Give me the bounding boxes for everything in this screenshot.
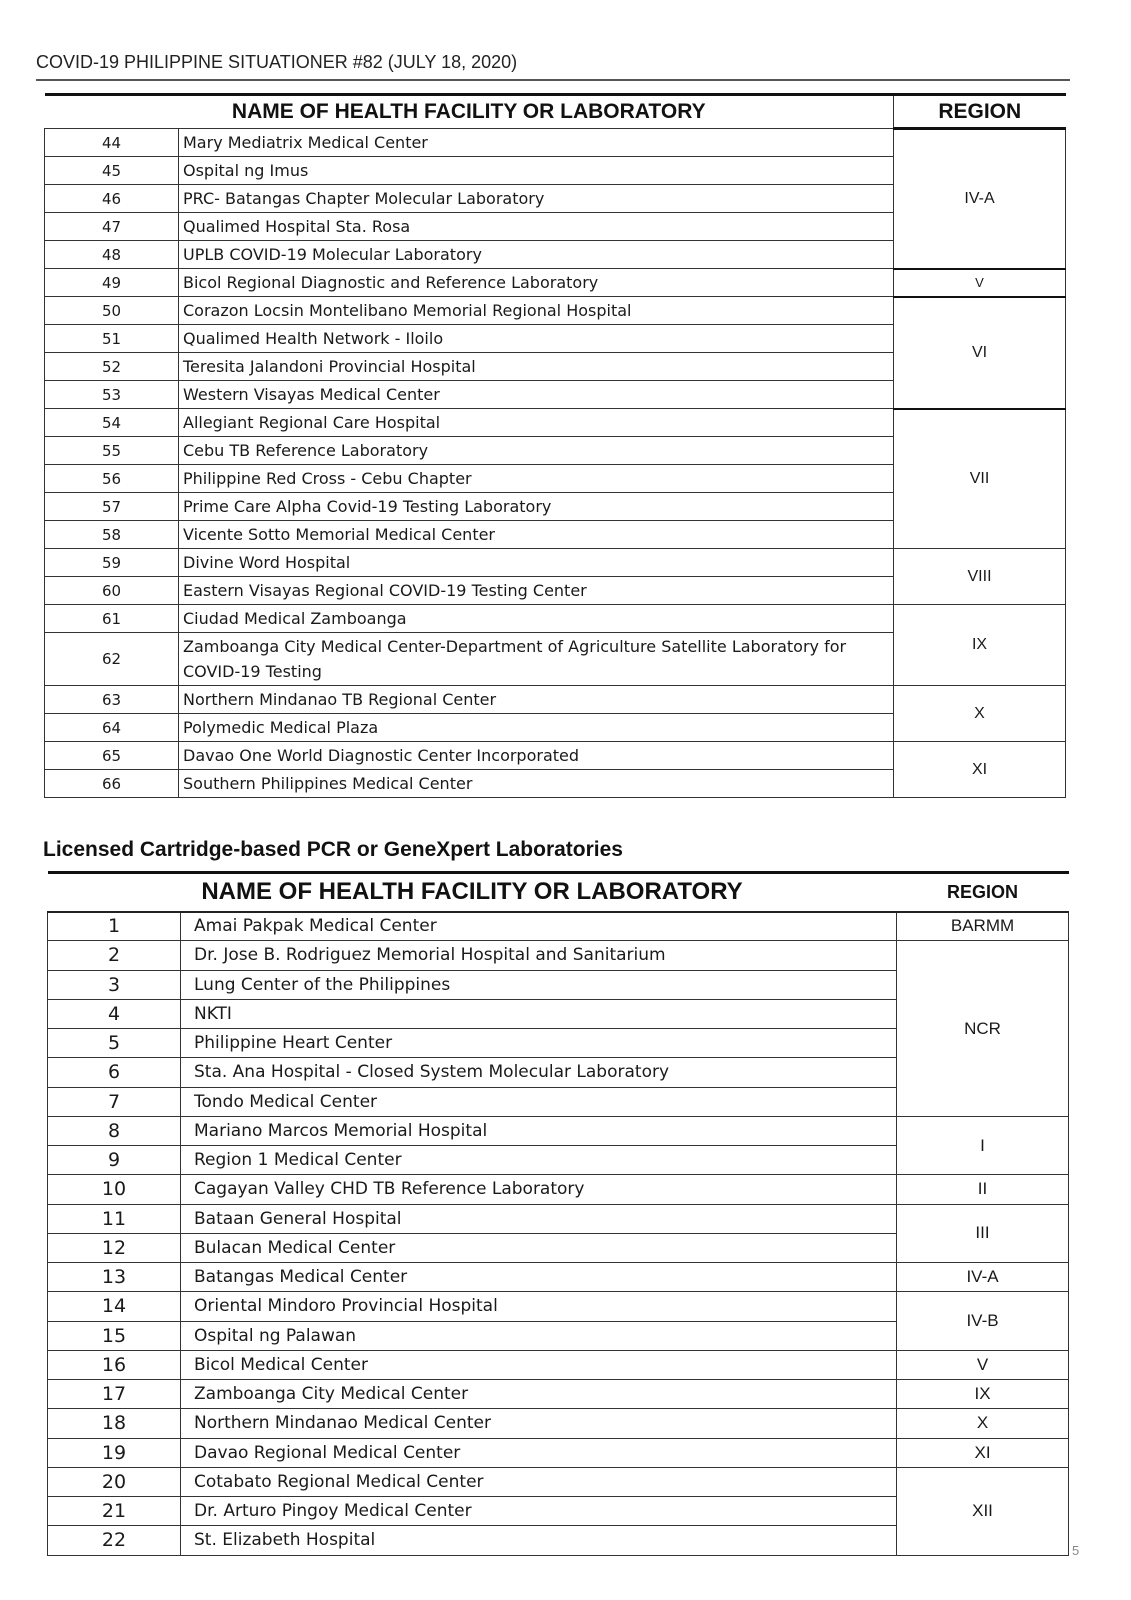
facility-name: Bicol Regional Diagnostic and Reference Laboratory: [179, 269, 894, 297]
column-header-name: NAME OF HEALTH FACILITY OR LABORATORY: [48, 873, 897, 912]
region-cell: XI: [894, 742, 1066, 798]
row-number: 21: [48, 1497, 181, 1526]
row-number: 63: [45, 686, 179, 714]
row-number: 17: [48, 1380, 181, 1409]
region-cell: I: [897, 1116, 1069, 1175]
facility-name: Qualimed Hospital Sta. Rosa: [179, 213, 894, 241]
region-cell: X: [897, 1409, 1069, 1438]
region-cell: IX: [897, 1380, 1069, 1409]
facility-name: Ospital ng Palawan: [181, 1321, 897, 1350]
row-number: 53: [45, 381, 179, 409]
row-number: 64: [45, 714, 179, 742]
column-header-name: NAME OF HEALTH FACILITY OR LABORATORY: [45, 95, 894, 129]
facility-name: Northern Mindanao TB Regional Center: [179, 686, 894, 714]
section-title: Licensed Cartridge-based PCR or GeneXpert Laboratories: [43, 838, 623, 861]
facility-name: Vicente Sotto Memorial Medical Center: [179, 521, 894, 549]
table-row: [48, 1380, 1069, 1409]
region-cell: IX: [894, 605, 1066, 686]
facility-name: Dr. Jose B. Rodriguez Memorial Hospital and Sanitarium: [181, 941, 897, 970]
row-number: 1: [48, 912, 181, 941]
facility-name: Lung Center of the Philippines: [181, 970, 897, 999]
facility-name: Western Visayas Medical Center: [179, 381, 894, 409]
facility-name: Allegiant Regional Care Hospital: [179, 409, 894, 437]
facility-name: Corazon Locsin Montelibano Memorial Regional Hospital: [179, 297, 894, 325]
table-row: [45, 742, 1066, 770]
row-number: 20: [48, 1467, 181, 1496]
row-number: 14: [48, 1292, 181, 1321]
region-cell: XII: [897, 1467, 1069, 1555]
facility-name: Cotabato Regional Medical Center: [181, 1467, 897, 1496]
row-number: 48: [45, 241, 179, 269]
table-row: [48, 1409, 1069, 1438]
row-number: 8: [48, 1116, 181, 1145]
row-number: 18: [48, 1409, 181, 1438]
facility-name: Prime Care Alpha Covid-19 Testing Laboratory: [179, 493, 894, 521]
region-cell: VII: [894, 409, 1066, 549]
region-cell: XI: [897, 1438, 1069, 1467]
region-cell: V: [897, 1350, 1069, 1379]
facility-name: Eastern Visayas Regional COVID-19 Testing Center: [179, 577, 894, 605]
region-cell: NCR: [897, 941, 1069, 1117]
facility-name: Bicol Medical Center: [181, 1350, 897, 1379]
rt-pcr-laboratories-table: [44, 93, 1066, 798]
row-number: 58: [45, 521, 179, 549]
row-number: 5: [48, 1029, 181, 1058]
region-cell: VIII: [894, 549, 1066, 605]
row-number: 52: [45, 353, 179, 381]
table-row: [48, 1350, 1069, 1379]
facility-name: UPLB COVID-19 Molecular Laboratory: [179, 241, 894, 269]
header-divider: [36, 79, 1070, 81]
table-row: [48, 1467, 1069, 1496]
facility-name: Davao Regional Medical Center: [181, 1438, 897, 1467]
region-cell: BARMM: [897, 912, 1069, 941]
facility-name: Mary Mediatrix Medical Center: [179, 129, 894, 157]
facility-name: Ciudad Medical Zamboanga: [179, 605, 894, 633]
row-number: 10: [48, 1175, 181, 1204]
row-number: 22: [48, 1526, 181, 1555]
table-row: [45, 269, 1066, 297]
facility-name: Philippine Heart Center: [181, 1029, 897, 1058]
row-number: 61: [45, 605, 179, 633]
facility-name: Qualimed Health Network - Iloilo: [179, 325, 894, 353]
row-number: 16: [48, 1350, 181, 1379]
row-number: 15: [48, 1321, 181, 1350]
table-row: [48, 1116, 1069, 1145]
row-number: 19: [48, 1438, 181, 1467]
table-row: [45, 297, 1066, 325]
region-cell: IV-A: [894, 129, 1066, 269]
row-number: 2: [48, 941, 181, 970]
row-number: 12: [48, 1233, 181, 1262]
table-row: [48, 1204, 1069, 1233]
table-row: [48, 1292, 1069, 1321]
document-header: COVID-19 PHILIPPINE SITUATIONER #82 (JULY 18, 2020): [36, 52, 518, 72]
region-cell: VI: [894, 297, 1066, 409]
facility-name: Mariano Marcos Memorial Hospital: [181, 1116, 897, 1145]
row-number: 62: [45, 633, 179, 686]
facility-name: Cagayan Valley CHD TB Reference Laboratory: [181, 1175, 897, 1204]
table-row: [45, 129, 1066, 157]
region-cell: III: [897, 1204, 1069, 1263]
row-number: 7: [48, 1087, 181, 1116]
facility-name: Sta. Ana Hospital - Closed System Molecular Laboratory: [181, 1058, 897, 1087]
region-cell: X: [894, 686, 1066, 742]
row-number: 57: [45, 493, 179, 521]
facility-name: Davao One World Diagnostic Center Incorporated: [179, 742, 894, 770]
region-cell: II: [897, 1175, 1069, 1204]
row-number: 50: [45, 297, 179, 325]
facility-name: Teresita Jalandoni Provincial Hospital: [179, 353, 894, 381]
row-number: 44: [45, 129, 179, 157]
table-row: [48, 941, 1069, 970]
facility-name: Philippine Red Cross - Cebu Chapter: [179, 465, 894, 493]
row-number: 56: [45, 465, 179, 493]
table-row: [48, 912, 1069, 941]
facility-name: NKTI: [181, 999, 897, 1028]
facility-name: Ospital ng Imus: [179, 157, 894, 185]
table-row: [48, 1175, 1069, 1204]
row-number: 3: [48, 970, 181, 999]
row-number: 13: [48, 1263, 181, 1292]
row-number: 51: [45, 325, 179, 353]
facility-name: Southern Philippines Medical Center: [179, 770, 894, 798]
table-row: [45, 549, 1066, 577]
row-number: 66: [45, 770, 179, 798]
facility-name: Cebu TB Reference Laboratory: [179, 437, 894, 465]
region-cell: IV-B: [897, 1292, 1069, 1351]
facility-name: Bulacan Medical Center: [181, 1233, 897, 1262]
facility-name: Northern Mindanao Medical Center: [181, 1409, 897, 1438]
row-number: 4: [48, 999, 181, 1028]
column-header-region: REGION: [894, 95, 1066, 129]
row-number: 46: [45, 185, 179, 213]
facility-name: Oriental Mindoro Provincial Hospital: [181, 1292, 897, 1321]
genexpert-laboratories-table: [47, 871, 1069, 1556]
facility-name: Zamboanga City Medical Center-Department of Agriculture Satellite Laboratory for COVID-19 Testing: [179, 633, 894, 686]
facility-name: PRC- Batangas Chapter Molecular Laboratory: [179, 185, 894, 213]
region-cell: V: [894, 269, 1066, 297]
row-number: 47: [45, 213, 179, 241]
row-number: 59: [45, 549, 179, 577]
facility-name: Bataan General Hospital: [181, 1204, 897, 1233]
facility-name: Zamboanga City Medical Center: [181, 1380, 897, 1409]
facility-name: Dr. Arturo Pingoy Medical Center: [181, 1497, 897, 1526]
table-row: [48, 1263, 1069, 1292]
facility-name: Tondo Medical Center: [181, 1087, 897, 1116]
column-header-region: REGION: [897, 873, 1069, 912]
table-row: [45, 605, 1066, 633]
facility-name: Region 1 Medical Center: [181, 1146, 897, 1175]
table-header-row: [45, 95, 1066, 129]
table-row: [45, 686, 1066, 714]
row-number: 55: [45, 437, 179, 465]
row-number: 11: [48, 1204, 181, 1233]
region-cell: IV-A: [897, 1263, 1069, 1292]
facility-name: Batangas Medical Center: [181, 1263, 897, 1292]
table-row: [45, 409, 1066, 437]
facility-name: St. Elizabeth Hospital: [181, 1526, 897, 1555]
facility-name: Divine Word Hospital: [179, 549, 894, 577]
row-number: 60: [45, 577, 179, 605]
row-number: 65: [45, 742, 179, 770]
row-number: 45: [45, 157, 179, 185]
table-row: [48, 1438, 1069, 1467]
facility-name: Amai Pakpak Medical Center: [181, 912, 897, 941]
page-number: 5: [1072, 1543, 1080, 1558]
row-number: 49: [45, 269, 179, 297]
row-number: 54: [45, 409, 179, 437]
table-header-row: [48, 873, 1069, 912]
row-number: 9: [48, 1146, 181, 1175]
facility-name: Polymedic Medical Plaza: [179, 714, 894, 742]
row-number: 6: [48, 1058, 181, 1087]
